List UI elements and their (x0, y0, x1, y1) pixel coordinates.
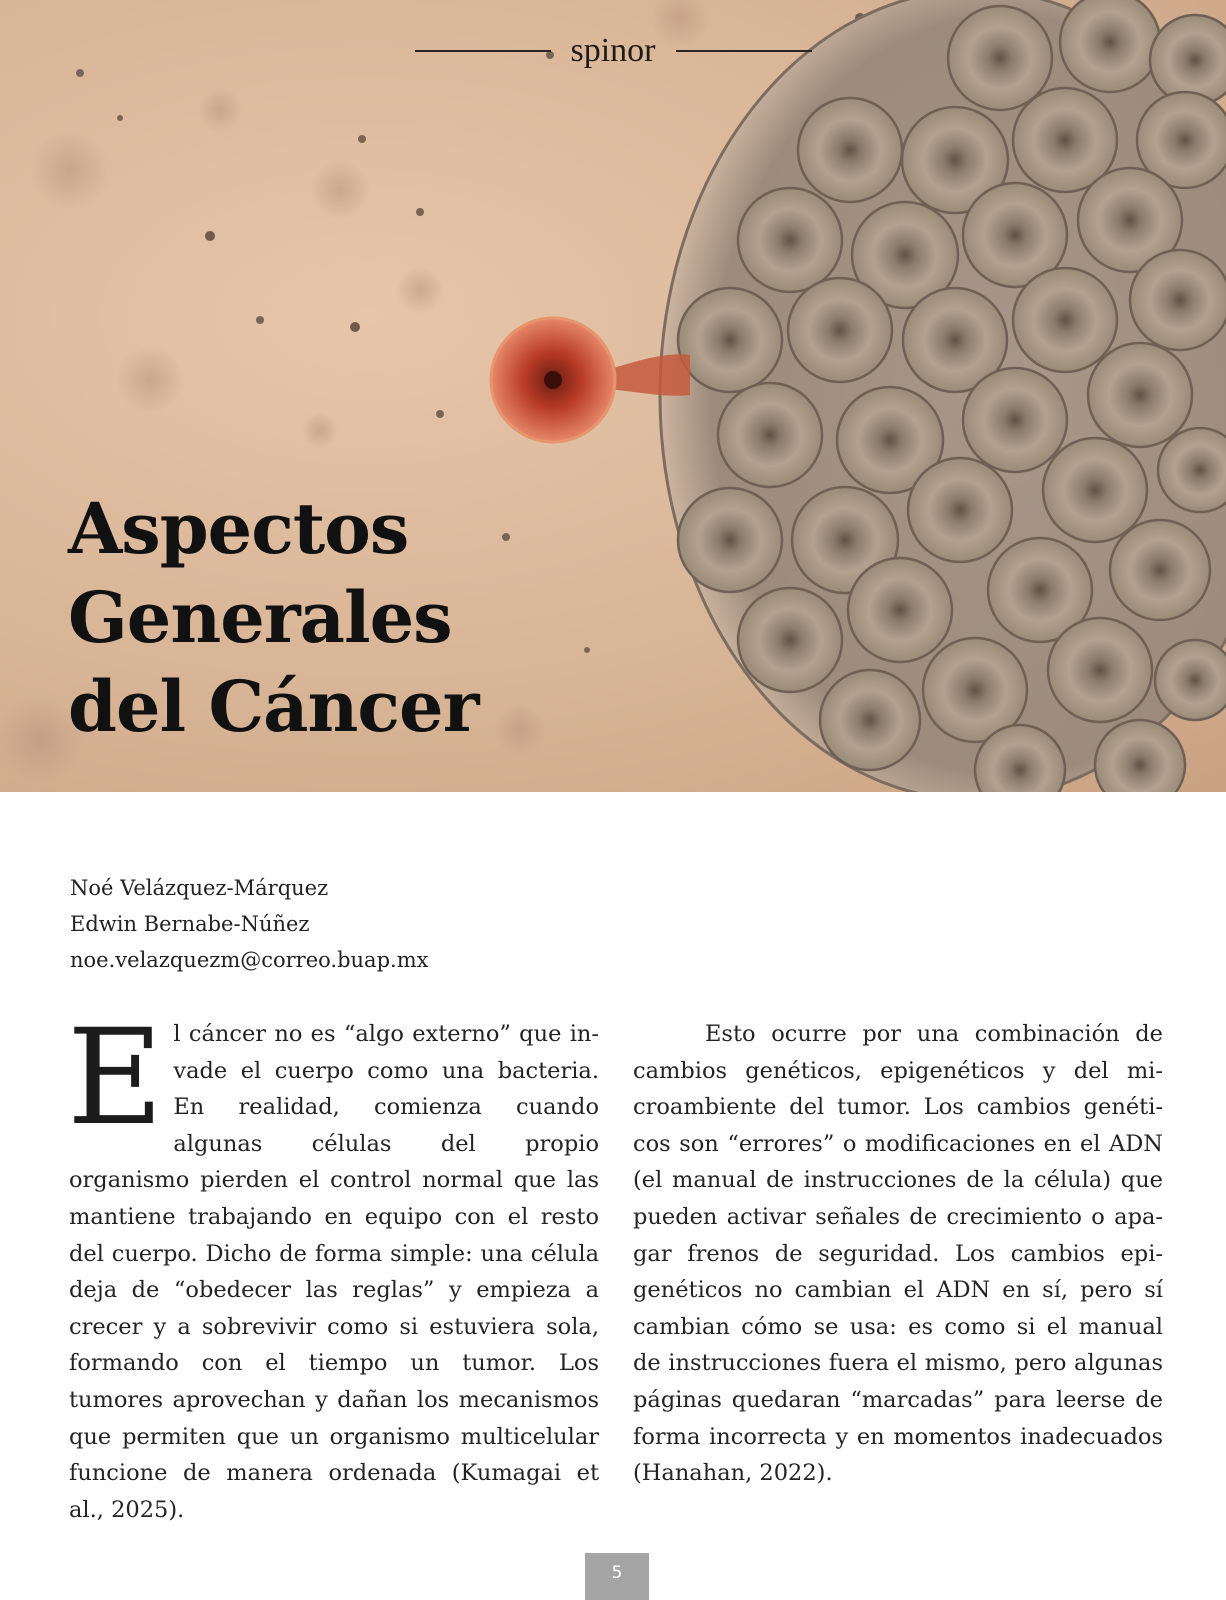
magazine-name: spinor (570, 32, 656, 69)
masthead-rule-left (415, 50, 551, 52)
body-column-left (67, 1001, 599, 1528)
hero-image (0, 0, 1226, 792)
cell-cluster (660, 0, 1226, 792)
author-name: Noé Velázquez-Márquez (70, 876, 329, 900)
article-title (68, 484, 478, 751)
article-title-line-3: del Cáncer (68, 665, 479, 748)
body-column-right (633, 1016, 1163, 1492)
author-email: noe.velazquezm@correo.buap.mx (70, 948, 429, 972)
masthead (0, 34, 1226, 68)
masthead-rule-right (676, 50, 812, 52)
body-text-left: l cáncer no es “algo externo” que invade el cuerpo como una bacteria. En realidad, comienza cuando algunas células del propio organismo pierden el control normal que las mantiene trabajando en equipo con el resto del cuerpo. Dicho de forma simple: una célula deja de “obedecer las reglas” y empieza a crecer y a sobrevivir como si estuviera sola, formando con el tiempo un tumor. Los tumores aprovechan y dañan los mecanismos que permiten que un organismo multicelular funcione de manera ordenada (Kumagai et al., 2025). (69, 1021, 599, 1523)
article-title-line-2: Generales (68, 576, 452, 659)
author-block (70, 870, 428, 978)
article-title-line-1: Aspectos (68, 487, 409, 570)
author-name: Edwin Bernabe-Núñez (70, 912, 310, 936)
page-number-badge: 5 (585, 1553, 649, 1600)
body-text-right: Esto ocurre por una combinación de cambios genéticos, epigenéticos y del microambiente del tumor. Los cambios genéticos son “errores” o modificaciones en el ADN (el manual de instrucciones de la célula) que pueden activar señales de crecimiento o apagar frenos de seguridad. Los cambios epigenéticos no cambian el ADN en sí, pero sí cambian cómo se usa: es como si el manual de instrucciones fuera el mismo, pero algunas páginas quedaran “marcadas” para leerse de forma incorrecta y en momentos inadecuados (Hanahan, 2022). (633, 1021, 1163, 1487)
drop-cap: E (67, 1001, 164, 1155)
